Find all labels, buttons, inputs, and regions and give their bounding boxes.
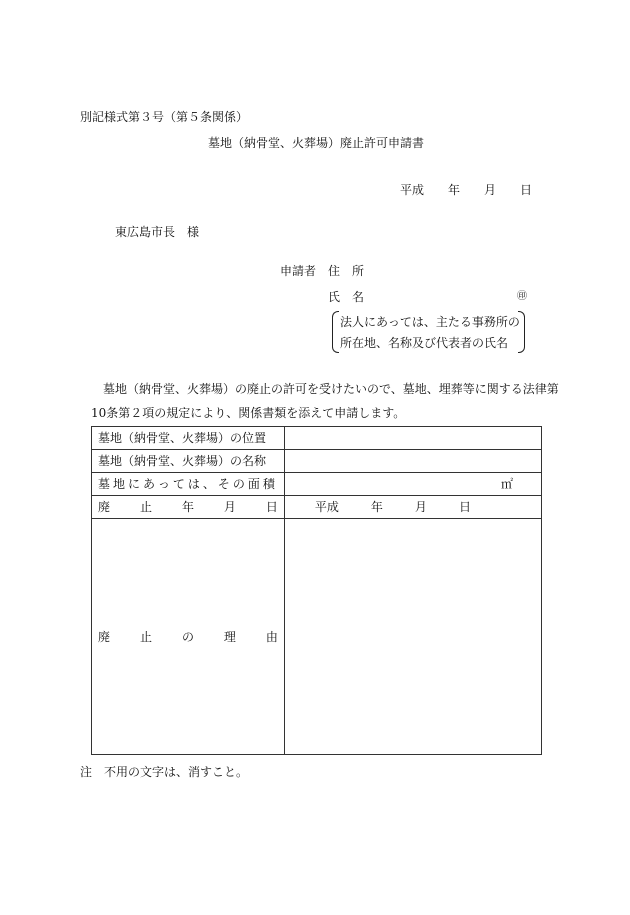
table-row <box>92 519 542 755</box>
date-year: 年 <box>448 183 461 197</box>
addressee: 東広島市長 様 <box>115 225 200 239</box>
date-month: 月 <box>414 500 427 514</box>
table-row <box>92 496 542 519</box>
date-month: 月 <box>484 183 497 197</box>
area-unit: ㎡ <box>500 477 513 491</box>
facility-name-label: 墓地（納骨堂、火葬場）の名称 <box>92 450 285 473</box>
name-label: 氏 名 <box>328 290 365 304</box>
applicant-label: 申請者 <box>280 264 317 278</box>
label-char: 由 <box>265 629 278 644</box>
body-line1: 墓地（納骨堂、火葬場）の廃止の許可を受けたいので、墓地、埋葬等に関する法律第 <box>103 382 559 396</box>
left-bracket <box>332 311 339 353</box>
seal-mark: ㊞ <box>517 291 527 302</box>
label-char: 理 <box>223 629 236 644</box>
area-label: 墓地にあっては、その面積 <box>92 473 285 496</box>
application-table <box>91 426 542 755</box>
location-label: 墓地（納骨堂、火葬場）の位置 <box>92 427 285 450</box>
date-era: 平成 <box>314 500 339 514</box>
location-field[interactable] <box>284 427 541 450</box>
footnote: 注 不用の文字は、消すこと。 <box>80 765 249 779</box>
abolition-date-label <box>92 496 285 519</box>
table-row <box>92 450 542 473</box>
date-year: 年 <box>370 500 383 514</box>
label-char: 止 <box>139 629 152 644</box>
table-row <box>92 427 542 450</box>
address-label: 住 所 <box>328 264 365 278</box>
form-number: 別記様式第３号（第５条関係） <box>80 110 249 124</box>
facility-name-field[interactable] <box>284 450 541 473</box>
label-char: 日 <box>265 500 278 514</box>
label-char: の <box>181 629 194 644</box>
area-field[interactable] <box>284 473 541 496</box>
date-line <box>400 183 532 197</box>
corporate-note-line2: 所在地、名称及び代表者の氏名 <box>340 336 509 350</box>
reason-label <box>92 519 285 755</box>
date-day: 日 <box>458 500 471 514</box>
label-char: 年 <box>181 500 194 514</box>
body-line2: 10条第２項の規定により、関係書類を添えて申請します。 <box>91 406 406 420</box>
label-char: 止 <box>139 500 152 514</box>
label-char: 月 <box>223 500 236 514</box>
table-row <box>92 473 542 496</box>
date-era: 平成 <box>400 183 425 197</box>
abolition-date-field[interactable] <box>284 496 541 519</box>
corporate-note-line1: 法人にあっては、主たる事務所の <box>340 315 520 329</box>
date-day: 日 <box>520 183 533 197</box>
document-title: 墓地（納骨堂、火葬場）廃止許可申請書 <box>208 136 425 150</box>
label-char: 廃 <box>98 629 111 644</box>
label-char: 廃 <box>98 500 111 514</box>
reason-field[interactable] <box>284 519 541 755</box>
